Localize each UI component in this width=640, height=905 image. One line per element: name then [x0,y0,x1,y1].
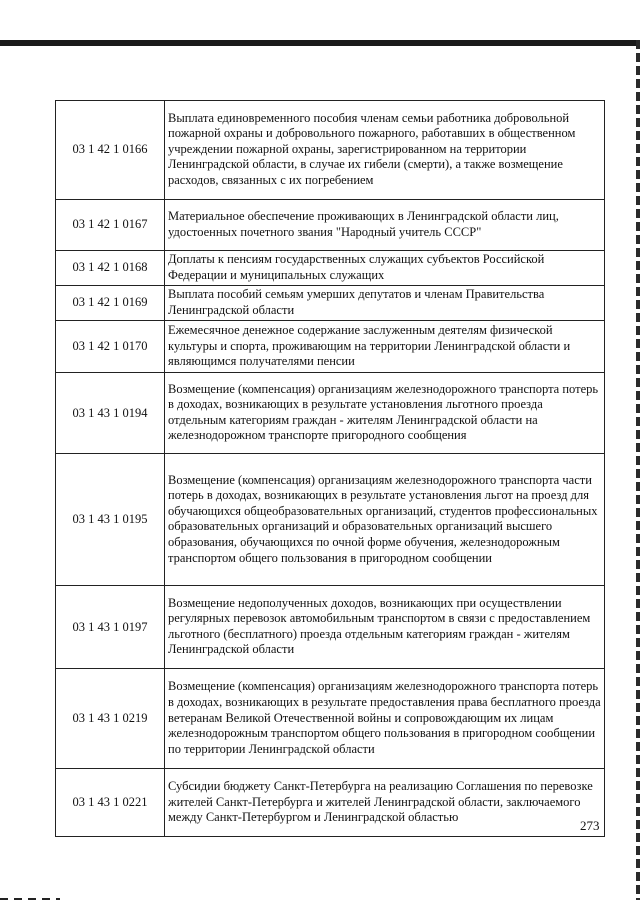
row-code: 03 1 43 1 0194 [56,373,165,454]
scan-edge-bottom [0,898,60,900]
row-code: 03 1 42 1 0168 [56,251,165,286]
table-row [56,669,605,769]
row-code: 03 1 42 1 0169 [56,286,165,321]
row-code: 03 1 43 1 0197 [56,586,165,669]
row-code: 03 1 43 1 0219 [56,669,165,769]
table-row [56,200,605,251]
row-code: 03 1 43 1 0221 [56,769,165,837]
budget-code-table [55,100,605,837]
table-row [56,769,605,837]
table-row [56,454,605,586]
row-code: 03 1 42 1 0167 [56,200,165,251]
row-code: 03 1 42 1 0166 [56,101,165,200]
row-code: 03 1 42 1 0170 [56,321,165,373]
row-description: Возмещение (компенсация) организациям железнодорожного транспорта части потерь в доходах, возникающих в результате установления льгот на проезд для обучающихся общеобразовательных организаций, студентов профессиональных образовательных организаций и образовательных организаций высшего образования, обучающихся по очной форме обучения, железнодорожным транспортом общего пользования в пригородном сообщении [165,454,605,586]
page-number: 273 [580,818,600,833]
row-description: Возмещение (компенсация) организациям железнодорожного транспорта потерь в доходах, возникающих в результате предоставления права бесплатного проезда ветеранам Великой Отечественной войны и сопровождающим их лицам железнодорожным транспортом общего пользования в пригородном сообщении по территории Ленинградской области [165,669,605,769]
table-row [56,586,605,669]
row-description: Материальное обеспечение проживающих в Ленинградской области лиц, удостоенных почетного звания "Народный учитель СССР" [165,200,605,251]
table-row [56,373,605,454]
row-description: Выплата единовременного пособия членам семьи работника добровольной пожарной охраны и добровольного пожарного, работавших в общественном учреждении пожарной охраны, зарегистрированном на территории Ленинградской области, в случае их гибели (смерти), а также возмещение расходов, связанных с их погребением [165,101,605,200]
row-description: Доплаты к пенсиям государственных служащих субъектов Российской Федерации и муниципальных служащих [165,251,605,286]
row-description: Выплата пособий семьям умерших депутатов и членам Правительства Ленинградской области [165,286,605,321]
table-row [56,251,605,286]
table-row [56,321,605,373]
row-description: Ежемесячное денежное содержание заслуженным деятелям физической культуры и спорта, проживающим на территории Ленинградской области и являющимся получателями пенсии [165,321,605,373]
row-description: Возмещение недополученных доходов, возникающих при осуществлении регулярных перевозок автомобильным транспортом в связи с предоставлением льготного (бесплатного) проезда отдельным категориям граждан - жителям Ленинградской области [165,586,605,669]
row-description: Возмещение (компенсация) организациям железнодорожного транспорта потерь в доходах, возникающих в результате установления льготного проезда отдельным категориям граждан - жителям Ленинградской области на железнодорожном транспорте пригородного сообщения [165,373,605,454]
document-page [55,100,605,837]
table-row [56,101,605,200]
row-description: Субсидии бюджету Санкт-Петербурга на реализацию Соглашения по перевозке жителей Санкт-Петербурга и жителей Ленинградской области, заключаемого между Санкт-Петербургом и Ленинградской областью [165,769,605,837]
scan-edge-top [0,40,640,46]
row-code: 03 1 43 1 0195 [56,454,165,586]
scan-edge-right [636,40,640,900]
table-row [56,286,605,321]
